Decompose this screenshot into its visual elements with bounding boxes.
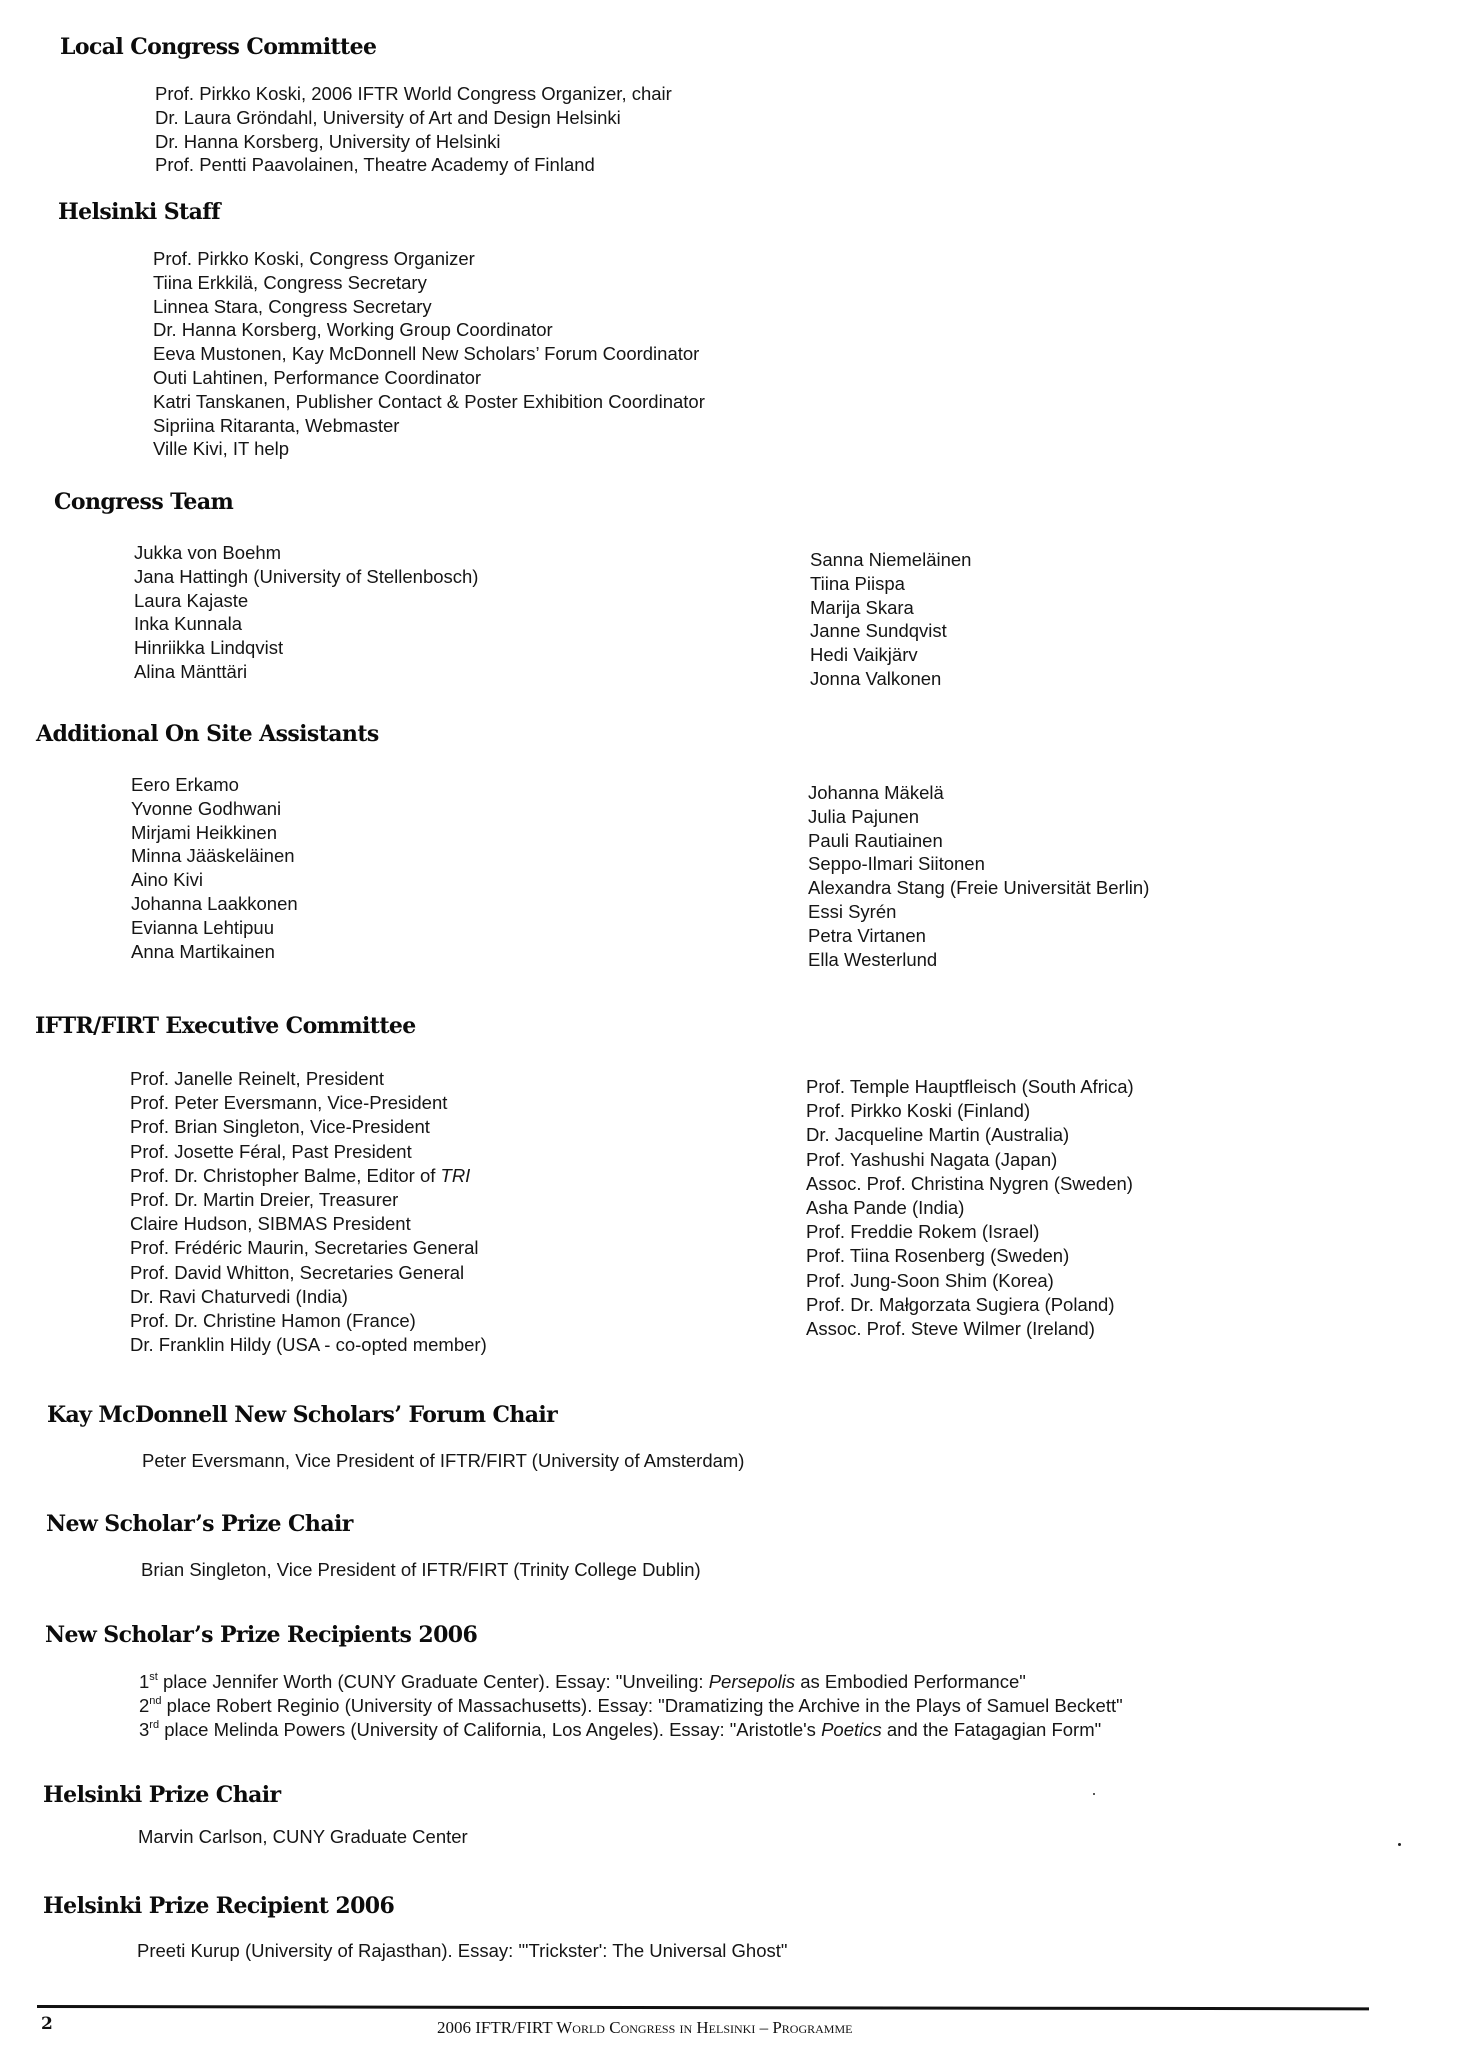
list-item: Petra Virtanen	[808, 924, 926, 946]
place-number: 2	[139, 1695, 150, 1716]
list-item: Prof. Janelle Reinelt, President	[130, 1068, 384, 1089]
list-item: Prof. Pirkko Koski, 2006 IFTR World Congress Organizer, chair	[155, 83, 672, 104]
recipient-text-end: and the Fatagagian Form"	[881, 1719, 1102, 1740]
list-item: Yvonne Godhwani	[131, 797, 282, 819]
list-item: Hinriikka Lindqvist	[134, 637, 284, 659]
recipient-text: place Jennifer Worth (CUNY Graduate Center). Essay: "Unveiling:	[157, 1671, 709, 1692]
place-number: 3	[139, 1719, 150, 1740]
assistants-right-list	[808, 781, 1149, 971]
list-item: Assoc. Prof. Steve Wilmer (Ireland)	[806, 1317, 1095, 1339]
list-item: Dr. Hanna Korsberg, University of Helsinki	[155, 130, 501, 152]
forum-chair-text: Peter Eversmann, Vice President of IFTR/FIRT (University of Amsterdam)	[142, 1450, 745, 1471]
list-item: Prof. Yashushi Nagata (Japan)	[806, 1148, 1058, 1170]
list-item: Ville Kivi, IT help	[153, 438, 290, 460]
list-item: Prof. Brian Singleton, Vice-President	[130, 1116, 430, 1138]
list-item: Alexandra Stang (Freie Universität Berlin)	[808, 877, 1150, 899]
list-item: Hedi Vaikjärv	[810, 644, 918, 666]
essay-italic: Persepolis	[708, 1671, 796, 1692]
list-item: Dr. Hanna Korsberg, Working Group Coordinator	[153, 319, 553, 341]
list-item: Asha Pande (India)	[806, 1196, 965, 1218]
essay-italic: Poetics	[821, 1719, 882, 1740]
list-item: Eeva Mustonen, Kay McDonnell New Scholars’ Forum Coordinator	[153, 343, 700, 365]
list-item: Jukka von Boehm	[134, 542, 282, 563]
list-item: Prof. Dr. Christine Hamon (France)	[130, 1309, 416, 1331]
recipient-text-end: as Embodied Performance"	[795, 1671, 1026, 1692]
list-item: Prof. Pentti Paavolainen, Theatre Academy of Finland	[155, 154, 595, 176]
list-item: Dr. Franklin Hildy (USA - co-opted member)	[130, 1334, 487, 1356]
list-item: Prof. Josette Féral, Past President	[130, 1140, 412, 1162]
list-item: Inka Kunnala	[134, 613, 243, 635]
list-item: Prof. Dr. Małgorzata Sugiera (Poland)	[806, 1293, 1115, 1315]
recipient-text: place Robert Reginio (University of Massachusetts). Essay: "Dramatizing the Archive in the Plays of Samuel Beckett"	[161, 1695, 1123, 1716]
executive-right-list	[806, 1075, 1134, 1341]
section-heading-on-site-assistants: Additional On Site Assistants	[36, 721, 379, 747]
list-item: Eero Erkamo	[131, 774, 239, 795]
list-item	[139, 1695, 1123, 1719]
scan-speck	[1093, 1793, 1095, 1795]
list-item: Essi Syrén	[808, 900, 897, 922]
congress-team-left-list	[134, 541, 478, 684]
list-item: Assoc. Prof. Christina Nygren (Sweden)	[806, 1172, 1133, 1194]
list-item: Prof. Jung-Soon Shim (Korea)	[806, 1269, 1054, 1291]
list-item: Evianna Lehtipuu	[131, 916, 274, 938]
prize-recipients-list	[139, 1671, 1123, 1743]
list-item: Katri Tanskanen, Publisher Contact & Poster Exhibition Coordinator	[153, 390, 705, 412]
list-item: Dr. Laura Gröndahl, University of Art and Design Helsinki	[155, 106, 621, 128]
assistants-left-list	[131, 773, 298, 963]
list-item	[130, 1164, 487, 1188]
scan-speck	[1398, 1843, 1401, 1846]
helsinki-staff-list	[153, 247, 705, 461]
section-heading-local-committee: Local Congress Committee	[60, 34, 377, 60]
list-item: Linnea Stara, Congress Secretary	[153, 295, 432, 317]
list-item: Outi Lahtinen, Performance Coordinator	[153, 366, 482, 388]
list-item: Ella Westerlund	[808, 948, 938, 970]
place-suffix: nd	[149, 1695, 162, 1707]
helsinki-prize-recipient-text: Preeti Kurup (University of Rajasthan). Essay: "'Trickster': The Universal Ghost"	[137, 1940, 788, 1961]
list-item: Tiina Erkkilä, Congress Secretary	[153, 271, 427, 293]
congress-team-right-list	[810, 548, 971, 691]
helsinki-prize-chair-text: Marvin Carlson, CUNY Graduate Center	[138, 1826, 468, 1847]
list-item: Sipriina Ritaranta, Webmaster	[153, 414, 400, 436]
list-item: Seppo-Ilmari Siitonen	[808, 853, 985, 875]
list-item: Prof. Freddie Rokem (Israel)	[806, 1221, 1040, 1243]
list-item: Claire Hudson, SIBMAS President	[130, 1213, 411, 1235]
list-item: Prof. Dr. Martin Dreier, Treasurer	[130, 1188, 399, 1210]
list-item: Janne Sundqvist	[810, 620, 947, 642]
list-item: Mirjami Heikkinen	[131, 821, 277, 843]
list-item: Sanna Niemeläinen	[810, 549, 972, 570]
section-heading-helsinki-prize-recipient: Helsinki Prize Recipient 2006	[43, 1893, 395, 1919]
place-suffix: rd	[149, 1719, 160, 1731]
section-heading-helsinki-staff: Helsinki Staff	[58, 199, 220, 225]
list-item: Dr. Jacqueline Martin (Australia)	[806, 1124, 1070, 1146]
footer-rule	[37, 2005, 1369, 2010]
list-item: Dr. Ravi Chaturvedi (India)	[130, 1285, 348, 1307]
list-item: Minna Jääskeläinen	[131, 845, 295, 867]
list-item: Pauli Rautiainen	[808, 829, 943, 851]
section-heading-congress-team: Congress Team	[54, 489, 234, 515]
list-item: Tiina Piispa	[810, 572, 905, 594]
section-heading-helsinki-prize-chair: Helsinki Prize Chair	[43, 1782, 281, 1808]
list-item	[139, 1719, 1123, 1743]
list-item: Prof. Pirkko Koski, Congress Organizer	[153, 248, 475, 269]
list-item: Prof. Tiina Rosenberg (Sweden)	[806, 1245, 1070, 1267]
section-heading-forum-chair: Kay McDonnell New Scholars’ Forum Chair	[47, 1402, 558, 1428]
recipient-text: place Melinda Powers (University of California, Los Angeles). Essay: "Aristotle's	[159, 1719, 822, 1740]
list-item: Prof. Peter Eversmann, Vice-President	[130, 1092, 448, 1114]
footer-title: 2006 IFTR/FIRT World Congress in Helsinki – Programme	[437, 2018, 853, 2037]
list-item	[139, 1671, 1123, 1695]
list-item-text: Prof. Dr. Christopher Balme, Editor of	[130, 1164, 441, 1186]
list-item: Prof. Pirkko Koski (Finland)	[806, 1100, 1031, 1122]
list-item: Alina Mänttäri	[134, 660, 248, 682]
list-item: Johanna Laakkonen	[131, 892, 298, 914]
list-item: Anna Martikainen	[131, 940, 275, 962]
list-item: Aino Kivi	[131, 869, 203, 891]
list-item: Jonna Valkonen	[810, 667, 942, 689]
list-item: Jana Hattingh (University of Stellenbosch)	[134, 565, 479, 587]
list-item: Prof. David Whitton, Secretaries General	[130, 1261, 465, 1283]
page-number: 2	[41, 2014, 53, 2034]
list-item: Prof. Frédéric Maurin, Secretaries General	[130, 1237, 479, 1259]
place-number: 1	[139, 1671, 150, 1692]
list-item: Johanna Mäkelä	[808, 782, 944, 803]
section-heading-prize-recipients: New Scholar’s Prize Recipients 2006	[45, 1622, 478, 1648]
journal-title: TRI	[440, 1164, 471, 1186]
list-item: Marija Skara	[810, 596, 914, 618]
executive-left-list	[130, 1067, 487, 1357]
section-heading-executive-committee: IFTR/FIRT Executive Committee	[35, 1013, 416, 1039]
section-heading-prize-chair: New Scholar’s Prize Chair	[46, 1511, 353, 1537]
prize-chair-text: Brian Singleton, Vice President of IFTR/FIRT (Trinity College Dublin)	[141, 1559, 701, 1580]
list-item: Prof. Temple Hauptfleisch (South Africa)	[806, 1076, 1134, 1097]
list-item: Julia Pajunen	[808, 805, 920, 827]
list-item: Laura Kajaste	[134, 589, 249, 611]
local-committee-list	[155, 82, 672, 177]
place-suffix: st	[149, 1671, 158, 1683]
